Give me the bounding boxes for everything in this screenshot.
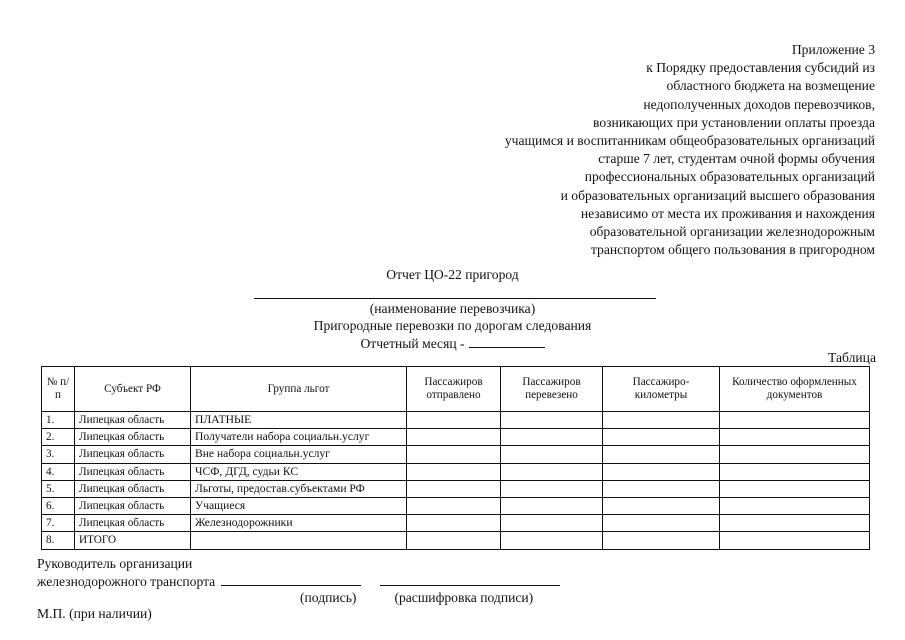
cell-sent[interactable] <box>407 446 501 463</box>
row-num: 6. <box>42 497 75 514</box>
signature-title-line2 <box>37 573 560 590</box>
cell-sent[interactable] <box>407 412 501 429</box>
cell-docs[interactable] <box>720 412 870 429</box>
cell-km[interactable] <box>603 532 720 549</box>
appendix-line: к Порядку предоставления субсидий из <box>646 60 875 76</box>
row-subject: Липецкая область <box>75 515 191 532</box>
appendix-line: старше 7 лет, студентам очной формы обучения <box>598 151 875 167</box>
signature-decode-blank[interactable] <box>380 573 560 586</box>
table-caption: Таблица <box>828 350 876 365</box>
appendix-line: транспортом общего пользования в пригородном <box>590 242 875 258</box>
header-carried: Пассажиров перевезено <box>501 367 603 412</box>
month-label: Отчетный месяц - <box>360 336 465 351</box>
row-group: Получатели набора социальн.услуг <box>191 429 407 446</box>
row-subject: Липецкая область <box>75 446 191 463</box>
cell-carried[interactable] <box>501 532 603 549</box>
cell-docs[interactable] <box>720 497 870 514</box>
row-group: Льготы, предостав.субъектами РФ <box>191 480 407 497</box>
row-num: 2. <box>42 429 75 446</box>
cell-docs[interactable] <box>720 480 870 497</box>
row-group <box>191 532 407 549</box>
cell-km[interactable] <box>603 446 720 463</box>
appendix-line: Приложение 3 <box>791 42 875 57</box>
row-group: Железнодорожники <box>191 515 407 532</box>
cell-km[interactable] <box>603 497 720 514</box>
cell-carried[interactable] <box>501 463 603 480</box>
table-row <box>42 480 870 497</box>
header-num: № п/п <box>42 367 75 412</box>
signature-blank[interactable] <box>221 573 361 586</box>
carrier-name-blank[interactable] <box>254 298 656 299</box>
header-docs: Количество оформленных документов <box>720 367 870 412</box>
signature-captions <box>300 590 533 606</box>
reporting-month <box>0 335 905 352</box>
cell-km[interactable] <box>603 480 720 497</box>
cell-sent[interactable] <box>407 515 501 532</box>
cell-docs[interactable] <box>720 515 870 532</box>
signature-title-line1: Руководитель организации <box>37 556 193 571</box>
row-subject: Липецкая область <box>75 412 191 429</box>
row-num: 7. <box>42 515 75 532</box>
table-row <box>42 463 870 480</box>
cell-sent[interactable] <box>407 532 501 549</box>
cell-km[interactable] <box>603 412 720 429</box>
row-subject: Липецкая область <box>75 497 191 514</box>
appendix-line: образовательной организации железнодорожным <box>589 224 875 240</box>
cell-sent[interactable] <box>407 497 501 514</box>
row-subject: ИТОГО <box>75 532 191 549</box>
table-header-row <box>42 367 870 412</box>
appendix-line: и образовательных организаций высшего образования <box>560 187 875 203</box>
cell-sent[interactable] <box>407 463 501 480</box>
row-num: 8. <box>42 532 75 549</box>
report-title: Отчет ЦО-22 пригород <box>386 267 519 282</box>
cell-docs[interactable] <box>720 463 870 480</box>
appendix-line: независимо от места их проживания и нахождения <box>580 205 875 221</box>
header-sent: Пассажиров отправлено <box>407 367 501 412</box>
cell-carried[interactable] <box>501 446 603 463</box>
table-row <box>42 497 870 514</box>
cell-docs[interactable] <box>720 532 870 549</box>
row-group: Вне набора социальн.услуг <box>191 446 407 463</box>
table-row <box>42 532 870 549</box>
cell-docs[interactable] <box>720 429 870 446</box>
cell-carried[interactable] <box>501 515 603 532</box>
cell-docs[interactable] <box>720 446 870 463</box>
report-table <box>41 366 870 550</box>
cell-km[interactable] <box>603 463 720 480</box>
caption-sign: (подпись) <box>300 590 357 605</box>
report-subtitle: Пригородные перевозки по дорогам следования <box>313 318 592 333</box>
cell-km[interactable] <box>603 515 720 532</box>
appendix-line: областного бюджета на возмещение <box>666 78 875 94</box>
table-row <box>42 412 870 429</box>
cell-carried[interactable] <box>501 429 603 446</box>
row-group: ЧСФ, ДГД, судьи КС <box>191 463 407 480</box>
cell-sent[interactable] <box>407 480 501 497</box>
header-group: Группа льгот <box>191 367 407 412</box>
cell-sent[interactable] <box>407 429 501 446</box>
row-subject: Липецкая область <box>75 463 191 480</box>
table-row <box>42 515 870 532</box>
appendix-line: возникающих при установлении оплаты проезда <box>593 114 875 130</box>
cell-carried[interactable] <box>501 480 603 497</box>
cell-km[interactable] <box>603 429 720 446</box>
appendix-line: недополученных доходов перевозчиков, <box>643 96 875 112</box>
table-row <box>42 446 870 463</box>
carrier-caption: (наименование перевозчика) <box>369 301 536 316</box>
caption-decode: (расшифровка подписи) <box>394 590 534 605</box>
row-num: 3. <box>42 446 75 463</box>
row-num: 1. <box>42 412 75 429</box>
month-blank[interactable] <box>469 335 545 348</box>
table-row <box>42 429 870 446</box>
row-num: 5. <box>42 480 75 497</box>
header-km: Пассажиро-километры <box>603 367 720 412</box>
appendix-header <box>315 41 875 259</box>
row-subject: Липецкая область <box>75 429 191 446</box>
appendix-line: профессиональных образовательных организаций <box>584 169 875 185</box>
row-group: Учащиеся <box>191 497 407 514</box>
stamp-note: М.П. (при наличии) <box>37 606 152 621</box>
row-num: 4. <box>42 463 75 480</box>
cell-carried[interactable] <box>501 497 603 514</box>
row-subject: Липецкая область <box>75 480 191 497</box>
appendix-line: учащимся и воспитанникам общеобразовательных организаций <box>504 133 875 149</box>
header-subject: Субъект РФ <box>75 367 191 412</box>
signature-title-text: железнодорожного транспорта <box>37 574 216 589</box>
cell-carried[interactable] <box>501 412 603 429</box>
row-group: ПЛАТНЫЕ <box>191 412 407 429</box>
